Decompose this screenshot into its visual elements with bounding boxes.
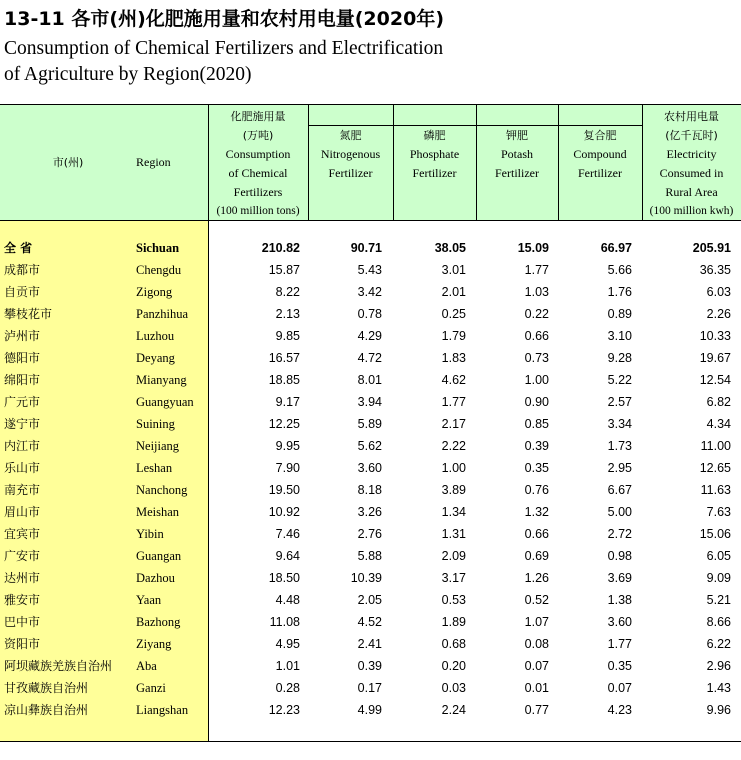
cell-k: 15.09: [517, 241, 549, 255]
header-phosphate-en1: Phosphate: [409, 147, 460, 161]
cell-total: 19.50: [268, 483, 300, 497]
cell-region-zh: 遂宁市: [4, 417, 41, 431]
cell-region-zh: 广安市: [4, 549, 41, 563]
cell-region-zh: 广元市: [4, 395, 41, 409]
cell-p: 4.62: [441, 373, 466, 387]
cell-region-en: Mianyang: [136, 373, 187, 387]
cell-region-en: Guangyuan: [136, 395, 194, 409]
cell-n: 3.94: [357, 395, 382, 409]
cell-n: 90.71: [350, 241, 382, 255]
cell-p: 1.34: [441, 505, 466, 519]
cell-total: 8.22: [275, 285, 300, 299]
cell-region-en: Meishan: [136, 505, 180, 519]
cell-p: 1.89: [441, 615, 466, 629]
cell-k: 1.00: [524, 373, 549, 387]
header-compound: [558, 126, 642, 183]
cell-region-en: Luzhou: [136, 329, 175, 343]
cell-p: 3.17: [441, 571, 466, 585]
header-electricity-en3: Rural Area: [665, 185, 718, 199]
cell-p: 1.00: [441, 461, 466, 475]
cell-n: 3.42: [357, 285, 382, 299]
cell-c: 0.98: [607, 549, 632, 563]
cell-total: 210.82: [261, 241, 300, 255]
cell-region-zh: 成都市: [4, 263, 41, 277]
cell-region-en: Yaan: [136, 593, 162, 607]
table-row: [0, 589, 741, 611]
cell-k: 1.32: [524, 505, 549, 519]
cell-n: 5.89: [357, 417, 382, 431]
cell-p: 1.79: [441, 329, 466, 343]
cell-p: 2.09: [441, 549, 466, 563]
cell-region-zh: 德阳市: [4, 351, 41, 365]
cell-region-zh: 资阳市: [4, 637, 41, 651]
cell-e: 6.22: [706, 637, 731, 651]
cell-n: 4.29: [357, 329, 382, 343]
cell-region-zh: 雅安市: [4, 593, 41, 607]
cell-region-en: Zigong: [136, 285, 173, 299]
cell-k: 0.76: [524, 483, 549, 497]
cell-region-zh: 宜宾市: [4, 527, 41, 541]
cell-region-en: Panzhihua: [136, 307, 189, 321]
table-row: [0, 259, 741, 281]
cell-region-en: Yibin: [136, 527, 164, 541]
cell-total: 9.64: [275, 549, 300, 563]
cell-total: 7.46: [275, 527, 300, 541]
cell-region-en: Neijiang: [136, 439, 180, 453]
header-fertilizer-en3: Fertilizers: [233, 185, 283, 199]
cell-e: 2.26: [706, 307, 731, 321]
cell-k: 0.35: [524, 461, 549, 475]
cell-n: 2.76: [357, 527, 382, 541]
table-row: [0, 303, 741, 325]
header-electricity-en1: Electricity: [666, 147, 717, 161]
table-row: [0, 677, 741, 699]
cell-c: 9.28: [607, 351, 632, 365]
cell-e: 12.54: [699, 373, 731, 387]
cell-n: 5.62: [357, 439, 382, 453]
header-fertilizer-en1: Consumption: [225, 147, 291, 161]
cell-c: 3.69: [607, 571, 632, 585]
cell-region-en: Chengdu: [136, 263, 182, 277]
cell-n: 8.01: [357, 373, 382, 387]
cell-e: 36.35: [699, 263, 731, 277]
cell-p: 1.31: [441, 527, 466, 541]
page-title-en: [4, 36, 564, 88]
table-row: [0, 523, 741, 545]
cell-p: 2.01: [441, 285, 466, 299]
header-fertilizer-zh: 化肥施用量: [230, 110, 286, 123]
cell-k: 1.07: [524, 615, 549, 629]
cell-k: 0.66: [524, 329, 549, 343]
cell-region-en: Ziyang: [136, 637, 172, 651]
header-potash-en2: Fertilizer: [495, 166, 539, 180]
cell-total: 18.85: [268, 373, 300, 387]
cell-region-en: Aba: [136, 659, 157, 673]
header-electricity-zh: 农村用电量: [664, 110, 719, 123]
table-row: [0, 611, 741, 633]
cell-k: 1.77: [524, 263, 549, 277]
table-row: [0, 479, 741, 501]
cell-c: 0.35: [607, 659, 632, 673]
data-table: [0, 104, 741, 742]
cell-total: 7.90: [275, 461, 300, 475]
cell-region-zh: 巴中市: [4, 615, 41, 629]
header-nitrogen-zh: 氮肥: [339, 129, 362, 142]
table-row: [0, 347, 741, 369]
cell-c: 1.73: [607, 439, 632, 453]
cell-c: 1.38: [607, 593, 632, 607]
table-row: [0, 369, 741, 391]
table-row: [0, 655, 741, 677]
cell-e: 9.09: [706, 571, 731, 585]
header-potash-zh: 钾肥: [506, 129, 528, 142]
cell-p: 0.68: [441, 637, 466, 651]
cell-region-en: Deyang: [136, 351, 175, 365]
cell-region-zh: 阿坝藏族羌族自治州: [4, 659, 113, 673]
page-title-en-line1: Consumption of Chemical Fertilizers and Electrification: [4, 38, 444, 59]
header-region: Region: [136, 155, 171, 169]
table-row-total: [0, 237, 741, 259]
cell-region-zh: 达州市: [4, 571, 41, 585]
header-electricity-en2: Consumed in: [659, 166, 724, 180]
table-row: [0, 457, 741, 479]
cell-region-zh: 凉山彝族自治州: [4, 703, 89, 717]
cell-region-en: Nanchong: [136, 483, 188, 497]
cell-k: 0.69: [524, 549, 549, 563]
header-fertilizer: [208, 107, 308, 221]
table-row: [0, 435, 741, 457]
cell-c: 3.10: [607, 329, 632, 343]
cell-c: 2.72: [607, 527, 632, 541]
cell-total: 15.87: [268, 263, 300, 277]
table-body: [0, 221, 741, 742]
cell-c: 3.60: [607, 615, 632, 629]
header-nitrogen-en2: Fertilizer: [328, 166, 373, 180]
header-compound-zh: 复合肥: [583, 129, 617, 142]
cell-c: 1.76: [607, 285, 632, 299]
cell-c: 6.67: [607, 483, 632, 497]
cell-e: 6.03: [706, 285, 731, 299]
cell-n: 4.99: [357, 703, 382, 717]
cell-region-en: Sichuan: [136, 241, 180, 255]
cell-region-zh: 眉山市: [4, 505, 41, 519]
table-row: [0, 391, 741, 413]
table-row: [0, 545, 741, 567]
cell-n: 10.39: [350, 571, 382, 585]
header-potash: [476, 126, 558, 183]
cell-e: 11.63: [700, 483, 731, 497]
cell-c: 66.97: [600, 241, 632, 255]
cell-n: 4.52: [357, 615, 382, 629]
page-title-zh: 13-11 各市(州)化肥施用量和农村用电量(2020年): [4, 8, 444, 30]
cell-c: 5.22: [607, 373, 632, 387]
cell-c: 2.57: [607, 395, 632, 409]
cell-region-zh: 自贡市: [4, 285, 41, 299]
cell-n: 4.72: [357, 351, 382, 365]
cell-n: 3.26: [357, 505, 382, 519]
cell-n: 3.60: [357, 461, 382, 475]
header-phosphate: [393, 126, 476, 183]
table-row: [0, 413, 741, 435]
cell-e: 9.96: [706, 703, 731, 717]
cell-k: 0.07: [524, 659, 549, 673]
cell-region-zh: 南充市: [4, 483, 41, 497]
cell-e: 1.43: [706, 681, 731, 695]
header-electricity: [642, 107, 741, 221]
cell-k: 0.22: [524, 307, 549, 321]
cell-region-zh: 泸州市: [4, 329, 41, 343]
cell-region-en: Dazhou: [136, 571, 175, 585]
cell-total: 12.23: [268, 703, 300, 717]
cell-region-en: Suining: [136, 417, 175, 431]
cell-c: 0.07: [607, 681, 632, 695]
cell-n: 8.18: [357, 483, 382, 497]
cell-n: 2.41: [357, 637, 382, 651]
cell-e: 2.96: [706, 659, 731, 673]
cell-k: 0.39: [524, 439, 549, 453]
cell-k: 1.03: [524, 285, 549, 299]
header-phosphate-en2: Fertilizer: [412, 166, 457, 180]
cell-e: 15.06: [699, 527, 731, 541]
cell-total: 2.13: [275, 307, 300, 321]
table-row: [0, 699, 741, 721]
cell-region-zh: 内江市: [4, 439, 41, 453]
header-nitrogen-en1: Nitrogenous: [320, 147, 381, 161]
table-row: [0, 281, 741, 303]
cell-k: 0.73: [524, 351, 549, 365]
cell-region-en: Liangshan: [136, 703, 189, 717]
cell-total: 10.92: [268, 505, 300, 519]
header-fertilizer-en2: of Chemical: [228, 166, 288, 180]
cell-p: 0.03: [441, 681, 466, 695]
cell-e: 205.91: [692, 241, 731, 255]
cell-region-zh: 绵阳市: [4, 373, 41, 387]
cell-n: 0.39: [357, 659, 382, 673]
cell-p: 3.01: [441, 263, 466, 277]
cell-total: 16.57: [268, 351, 300, 365]
cell-p: 38.05: [434, 241, 466, 255]
cell-total: 4.48: [275, 593, 300, 607]
cell-c: 1.77: [607, 637, 632, 651]
cell-region-zh: 攀枝花市: [4, 307, 53, 321]
cell-total: 4.95: [275, 637, 300, 651]
header-fertilizer-unit-zh: (万吨): [242, 129, 274, 142]
cell-k: 0.90: [524, 395, 549, 409]
cell-k: 0.08: [524, 637, 549, 651]
cell-p: 1.83: [441, 351, 466, 365]
cell-e: 6.05: [706, 549, 731, 563]
cell-c: 3.34: [607, 417, 632, 431]
cell-p: 2.17: [441, 417, 466, 431]
cell-e: 4.34: [706, 417, 731, 431]
cell-region-en: Guangan: [136, 549, 182, 563]
cell-k: 0.01: [524, 681, 549, 695]
cell-total: 18.50: [268, 571, 300, 585]
cell-n: 2.05: [357, 593, 382, 607]
cell-total: 1.01: [275, 659, 300, 673]
cell-k: 0.85: [524, 417, 549, 431]
header-compound-en1: Compound: [573, 147, 627, 161]
table-row: [0, 501, 741, 523]
cell-e: 5.21: [706, 593, 731, 607]
table-header: [0, 104, 741, 221]
cell-e: 7.63: [706, 505, 731, 519]
page-title-en-line2: of Agriculture by Region(2020): [4, 64, 252, 85]
cell-c: 4.23: [607, 703, 632, 717]
table-row: [0, 325, 741, 347]
header-nitrogen: [308, 126, 393, 183]
cell-total: 9.17: [275, 395, 300, 409]
cell-n: 5.88: [357, 549, 382, 563]
cell-p: 1.77: [441, 395, 466, 409]
table-row: [0, 567, 741, 589]
cell-total: 9.95: [275, 439, 300, 453]
cell-p: 2.22: [441, 439, 466, 453]
cell-p: 3.89: [441, 483, 466, 497]
cell-k: 0.66: [524, 527, 549, 541]
cell-e: 12.65: [699, 461, 731, 475]
header-compound-en2: Fertilizer: [578, 166, 622, 180]
header-electricity-unit-en: (100 million kwh): [649, 205, 734, 217]
cell-c: 0.89: [607, 307, 632, 321]
header-phosphate-zh: 磷肥: [423, 129, 446, 142]
cell-c: 2.95: [607, 461, 632, 475]
cell-n: 0.78: [357, 307, 382, 321]
cell-c: 5.66: [607, 263, 632, 277]
cell-k: 0.77: [524, 703, 549, 717]
header-electricity-unit-zh: (亿千瓦时): [665, 129, 718, 142]
cell-region-zh: 甘孜藏族自治州: [4, 681, 89, 695]
cell-total: 11.08: [269, 615, 300, 629]
table-row: [0, 633, 741, 655]
cell-p: 0.20: [441, 659, 466, 673]
header-fertilizer-unit-en: (100 million tons): [216, 205, 300, 217]
cell-total: 0.28: [275, 681, 300, 695]
header-potash-en1: Potash: [500, 147, 533, 161]
cell-e: 11.00: [700, 439, 731, 453]
cell-n: 5.43: [357, 263, 382, 277]
cell-n: 0.17: [357, 681, 382, 695]
cell-c: 5.00: [607, 505, 632, 519]
cell-e: 8.66: [706, 615, 731, 629]
cell-region-en: Leshan: [136, 461, 173, 475]
cell-e: 10.33: [699, 329, 731, 343]
cell-total: 12.25: [268, 417, 300, 431]
cell-p: 0.25: [441, 307, 466, 321]
cell-e: 19.67: [699, 351, 731, 365]
cell-e: 6.82: [706, 395, 731, 409]
header-city: 市(州): [52, 156, 84, 169]
cell-region-en: Ganzi: [136, 681, 166, 695]
cell-total: 9.85: [275, 329, 300, 343]
cell-p: 2.24: [441, 703, 466, 717]
cell-region-zh: 乐山市: [4, 461, 41, 475]
cell-region-zh: 全 省: [4, 241, 33, 255]
cell-region-en: Bazhong: [136, 615, 181, 629]
cell-k: 0.52: [524, 593, 549, 607]
cell-p: 0.53: [441, 593, 466, 607]
cell-k: 1.26: [524, 571, 549, 585]
